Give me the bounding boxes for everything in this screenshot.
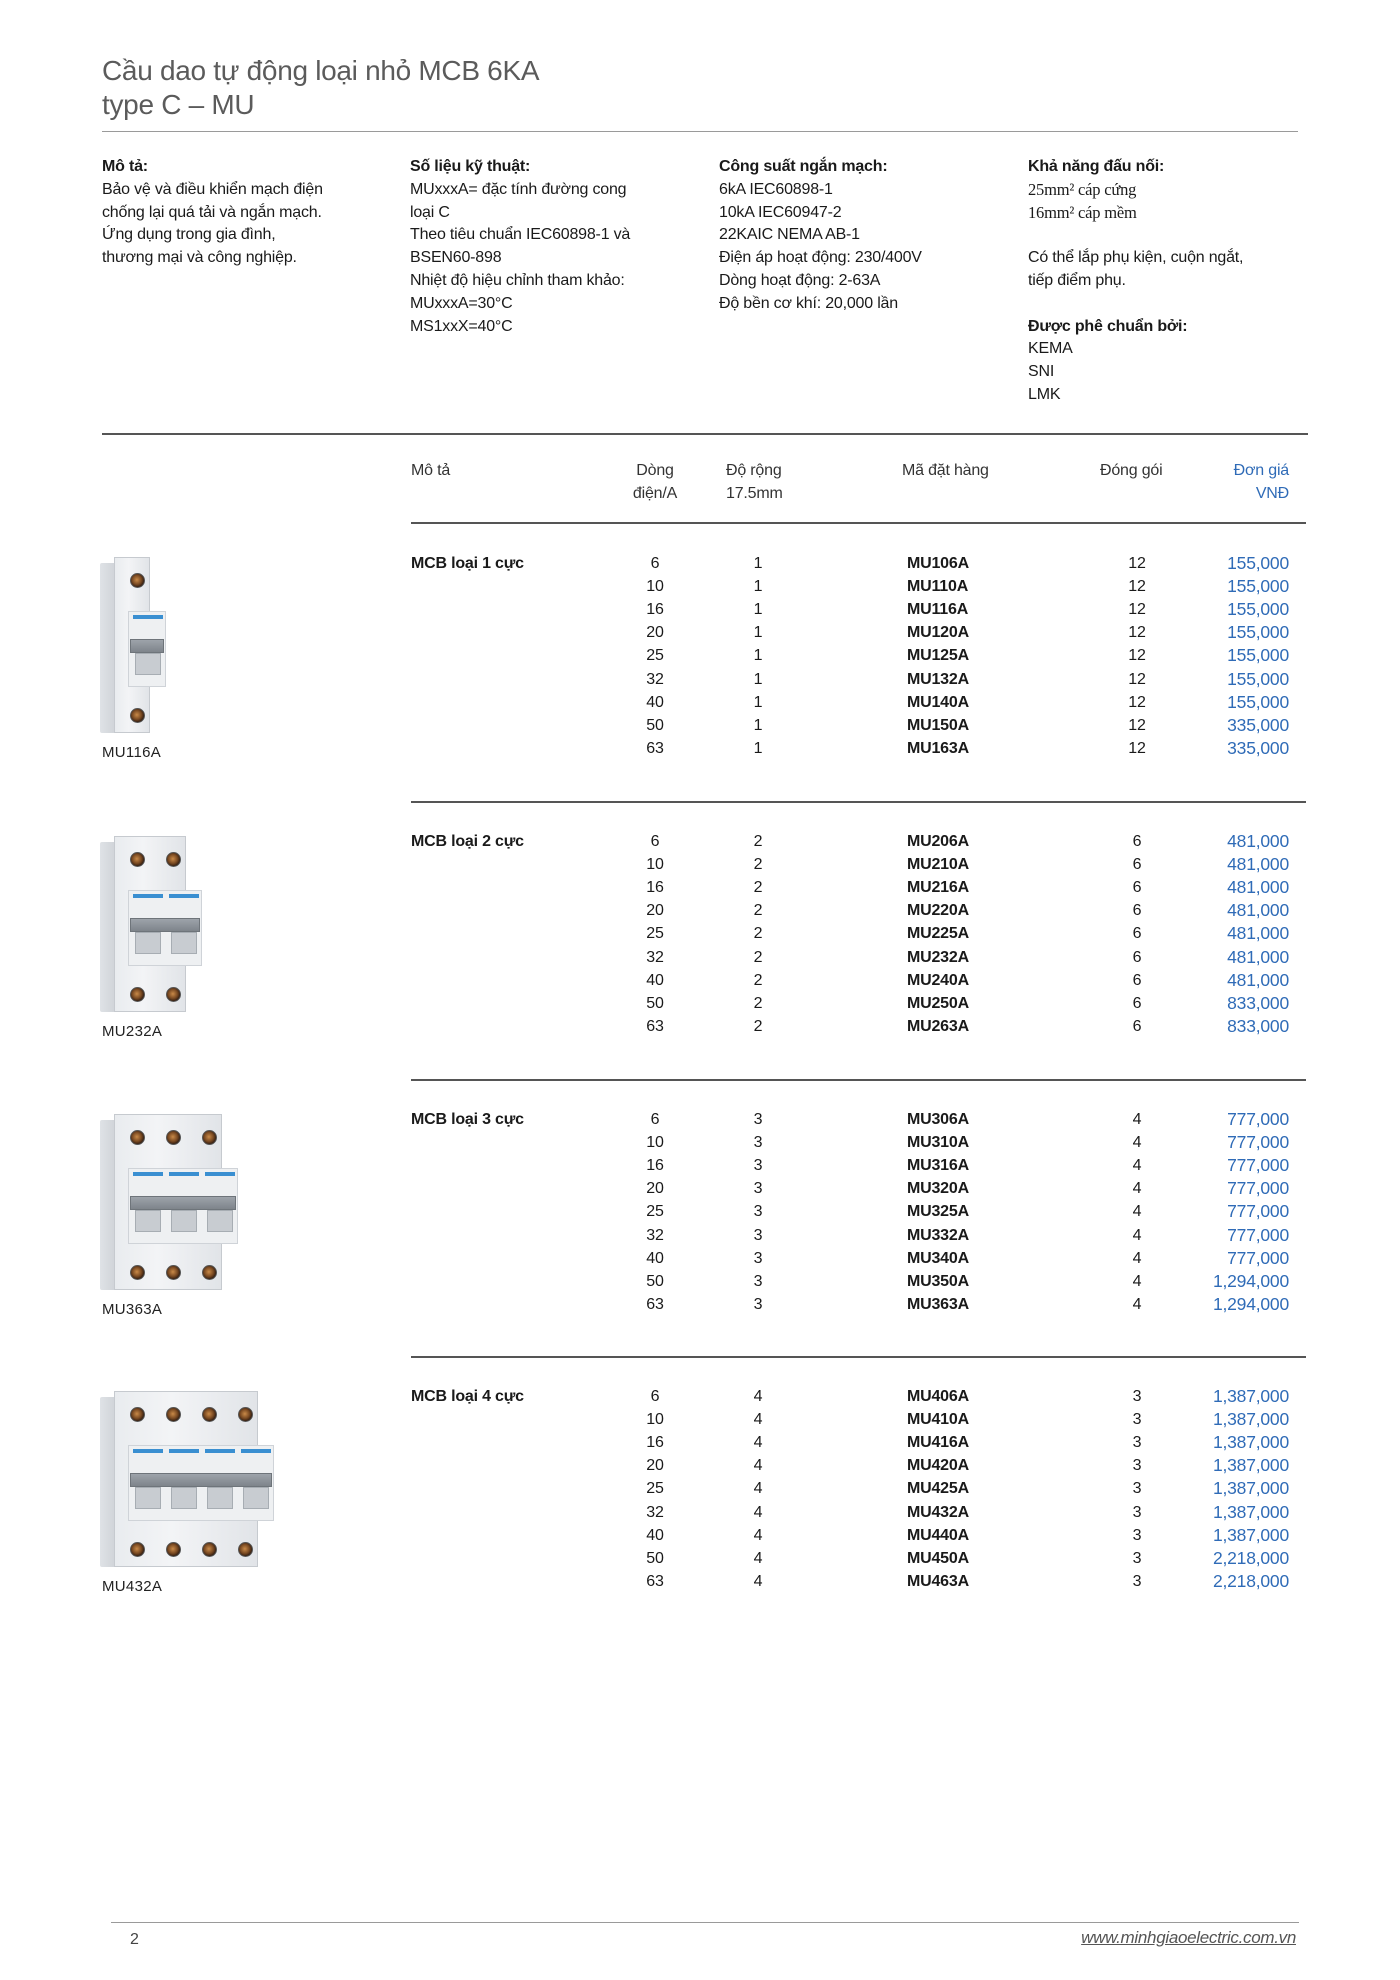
current-cell: 50 [646,716,664,734]
table-row [0,1200,1400,1223]
table-row [0,969,1400,992]
spec-line: 22KAIC NEMA AB-1 [719,226,860,244]
website-link[interactable]: www.minhgiaoelectric.com.vn [1081,1928,1296,1947]
order-code-cell: MU225A [907,925,969,943]
price-cell: 155,000 [1227,622,1289,643]
spec-line: Độ bền cơ khí: 20,000 lần [719,294,898,312]
header-price-1: Đơn giá [1233,462,1289,479]
order-code-cell: MU216A [907,879,969,897]
table-row [0,1501,1400,1524]
spec-line: tiếp điểm phụ. [1028,271,1126,289]
width-cell: 2 [753,856,763,874]
packing-cell: 3 [1132,1388,1142,1405]
current-cell: 16 [646,1434,664,1452]
table-row [0,644,1400,667]
price-cell: 335,000 [1227,714,1289,735]
width-cell: 1 [753,693,763,711]
order-code-cell: MU232A [907,948,969,966]
spec-line: chống lại quá tải và ngắn mạch. [102,203,322,221]
packing-cell: 3 [1132,1549,1142,1567]
order-code-cell: MU463A [907,1572,969,1590]
order-code-cell: MU106A [907,555,969,572]
current-cell: 63 [646,1017,664,1035]
current-cell: 6 [650,833,660,850]
order-code-cell: MU120A [907,624,969,642]
title-line-2: type C – MU [102,89,255,120]
order-code-cell: MU110A [907,578,969,596]
width-cell: 2 [753,1017,763,1035]
price-cell: 833,000 [1227,1015,1289,1036]
table-row [0,1131,1400,1154]
spec-line: MS1xxX=40°C [410,317,513,335]
header-current-2: điện/A [632,484,678,502]
group-divider [411,1356,1306,1358]
table-row [0,1454,1400,1477]
spec-line: loại C [410,203,450,221]
current-cell: 50 [646,1272,664,1290]
width-cell: 1 [753,716,763,734]
width-cell: 3 [753,1157,763,1175]
spec-heading: Mô tả: [102,158,148,175]
table-row [0,853,1400,876]
footer-divider [111,1922,1299,1923]
packing-cell: 3 [1132,1503,1142,1521]
table-row [0,1177,1400,1200]
width-cell: 1 [753,739,763,757]
approved-heading: Được phê chuẩn bởi: [1028,317,1188,335]
order-code-cell: MU432A [907,1503,969,1521]
group-title: MCB loại 3 cực [411,1111,524,1128]
packing-cell: 12 [1128,624,1146,642]
order-code-cell: MU340A [907,1249,969,1267]
packing-cell: 6 [1132,833,1142,850]
packing-cell: 4 [1132,1203,1142,1221]
spec-line: Ứng dụng trong gia đình, [102,226,276,244]
order-code-cell: MU410A [907,1411,969,1429]
spec-heading: Công suất ngắn mạch: [719,158,888,175]
approver: LMK [1028,385,1061,403]
price-cell: 481,000 [1227,900,1289,921]
table-row [0,598,1400,621]
order-code-cell: MU220A [907,902,969,920]
price-cell: 777,000 [1227,1132,1289,1153]
price-cell: 777,000 [1227,1109,1289,1129]
price-cell: 1,294,000 [1212,1293,1289,1314]
width-cell: 2 [753,902,763,920]
spec-line: 25mm² cáp cứng [1028,179,1137,199]
width-cell: 1 [753,578,763,596]
current-cell: 32 [646,670,664,688]
current-cell: 6 [650,1111,660,1128]
packing-cell: 6 [1132,971,1142,989]
current-cell: 20 [646,1180,664,1198]
spec-connection [1028,156,1318,407]
current-cell: 50 [646,994,664,1012]
packing-cell: 3 [1132,1526,1142,1544]
order-code-cell: MU210A [907,856,969,874]
packing-cell: 12 [1128,601,1146,619]
price-cell: 155,000 [1227,553,1289,573]
current-cell: 63 [646,1572,664,1590]
price-cell: 833,000 [1227,992,1289,1013]
width-cell: 2 [753,833,763,850]
spec-line: thương mại và công nghiệp. [102,249,297,267]
spec-technical [410,156,700,338]
spec-line: Có thể lắp phụ kiện, cuộn ngắt, [1028,249,1244,267]
section-divider [102,433,1308,435]
width-cell: 3 [753,1249,763,1267]
price-cell: 155,000 [1227,645,1289,666]
table-row [0,1154,1400,1177]
price-cell: 481,000 [1227,969,1289,990]
table-row [0,922,1400,945]
order-code-cell: MU163A [907,739,969,757]
price-cell: 155,000 [1227,691,1289,712]
table-row [0,1224,1400,1247]
order-code-cell: MU325A [907,1203,969,1221]
price-cell: 481,000 [1227,946,1289,967]
packing-cell: 3 [1132,1457,1142,1475]
group-divider [411,801,1306,803]
table-row [0,1293,1400,1316]
width-cell: 3 [753,1134,763,1152]
price-cell: 1,387,000 [1212,1524,1289,1545]
spec-heading: Số liệu kỹ thuật: [410,158,531,175]
page-title [102,54,539,122]
current-cell: 10 [646,1134,664,1152]
table-row [0,899,1400,922]
current-cell: 10 [646,856,664,874]
packing-cell: 12 [1128,555,1146,572]
table-row [0,992,1400,1015]
price-cell: 1,387,000 [1212,1386,1289,1406]
packing-cell: 4 [1132,1272,1142,1290]
order-code-cell: MU350A [907,1272,969,1290]
current-cell: 20 [646,902,664,920]
packing-cell: 6 [1132,1017,1142,1035]
price-cell: 777,000 [1227,1178,1289,1199]
packing-cell: 6 [1132,948,1142,966]
current-cell: 63 [646,739,664,757]
current-cell: 40 [646,971,664,989]
current-cell: 25 [646,1203,664,1221]
order-code-cell: MU416A [907,1434,969,1452]
table-row [0,621,1400,644]
header-price-2: VNĐ [1255,484,1289,502]
price-cell: 481,000 [1227,831,1289,851]
packing-cell: 6 [1132,994,1142,1012]
width-cell: 1 [753,670,763,688]
packing-cell: 4 [1132,1134,1142,1152]
price-cell: 1,387,000 [1212,1501,1289,1522]
packing-cell: 12 [1128,670,1146,688]
order-code-cell: MU132A [907,670,969,688]
table-row [0,1385,1400,1408]
table-header [0,460,1400,520]
current-cell: 16 [646,879,664,897]
order-code-cell: MU140A [907,693,969,711]
order-code-cell: MU420A [907,1457,969,1475]
order-code-cell: MU125A [907,647,969,665]
price-cell: 481,000 [1227,923,1289,944]
price-cell: 2,218,000 [1212,1547,1289,1568]
price-cell: 777,000 [1227,1247,1289,1268]
current-cell: 50 [646,1549,664,1567]
width-cell: 3 [753,1180,763,1198]
order-code-cell: MU306A [907,1111,969,1128]
table-row [0,1477,1400,1500]
order-code-cell: MU310A [907,1134,969,1152]
packing-cell: 4 [1132,1295,1142,1313]
title-line-1: Cầu dao tự động loại nhỏ MCB 6KA [102,55,540,86]
order-code-cell: MU425A [907,1480,969,1498]
packing-cell: 4 [1132,1111,1142,1128]
table-row [0,830,1400,853]
order-code-cell: MU206A [907,833,969,850]
approver: SNI [1028,363,1055,381]
header-order-code: Mã đặt hàng [902,462,989,479]
packing-cell: 12 [1128,647,1146,665]
header-current-1: Dòng [636,462,674,479]
group-divider [411,1079,1306,1081]
current-cell: 32 [646,1226,664,1244]
spec-heading: Khả năng đấu nối: [1028,158,1165,175]
order-code-cell: MU363A [907,1295,969,1313]
price-cell: 2,218,000 [1212,1570,1289,1591]
price-cell: 155,000 [1227,599,1289,620]
current-cell: 40 [646,1249,664,1267]
spec-line: MUxxxA= đặc tính đường cong [410,180,627,198]
page-number: 2 [130,1931,139,1948]
width-cell: 1 [753,601,763,619]
price-cell: 481,000 [1227,854,1289,875]
price-cell: 1,387,000 [1212,1455,1289,1476]
packing-cell: 3 [1132,1434,1142,1452]
width-cell: 3 [753,1295,763,1313]
packing-cell: 6 [1132,925,1142,943]
current-cell: 20 [646,624,664,642]
spec-line: Điện áp hoạt động: 230/400V [719,249,922,267]
table-row [0,946,1400,969]
current-cell: 16 [646,1157,664,1175]
order-code-cell: MU250A [907,994,969,1012]
width-cell: 4 [753,1457,763,1475]
width-cell: 3 [753,1272,763,1290]
title-divider [102,131,1298,132]
table-row [0,737,1400,760]
width-cell: 2 [753,879,763,897]
spec-line: MUxxxA=30°C [410,294,513,312]
width-cell: 4 [753,1503,763,1521]
spec-line: BSEN60-898 [410,249,502,267]
table-row [0,575,1400,598]
group-title: MCB loại 1 cực [411,555,524,572]
order-code-cell: MU406A [907,1388,969,1405]
current-cell: 32 [646,948,664,966]
current-cell: 10 [646,1411,664,1429]
table-row [0,1108,1400,1131]
packing-cell: 4 [1132,1226,1142,1244]
width-cell: 4 [753,1411,763,1429]
packing-cell: 12 [1128,716,1146,734]
spec-line: 10kA IEC60947-2 [719,203,842,221]
packing-cell: 3 [1132,1572,1142,1590]
width-cell: 4 [753,1388,763,1405]
packing-cell: 6 [1132,902,1142,920]
table-row [0,714,1400,737]
table-row [0,552,1400,575]
spec-line: 16mm² cáp mềm [1028,202,1137,222]
spec-description [102,156,392,270]
packing-cell: 6 [1132,856,1142,874]
width-cell: 4 [753,1572,763,1590]
table-row [0,1431,1400,1454]
current-cell: 10 [646,578,664,596]
current-cell: 20 [646,1457,664,1475]
packing-cell: 12 [1128,578,1146,596]
price-cell: 777,000 [1227,1201,1289,1222]
width-cell: 2 [753,925,763,943]
width-cell: 2 [753,971,763,989]
price-cell: 155,000 [1227,668,1289,689]
width-cell: 1 [753,555,763,572]
packing-cell: 4 [1132,1180,1142,1198]
width-cell: 3 [753,1203,763,1221]
packing-cell: 12 [1128,739,1146,757]
order-code-cell: MU316A [907,1157,969,1175]
header-divider [411,522,1306,524]
price-cell: 155,000 [1227,576,1289,597]
order-code-cell: MU263A [907,1017,969,1035]
table-row [0,876,1400,899]
spec-line: Nhiệt độ hiệu chỉnh tham khảo: [410,271,625,289]
table-row [0,1270,1400,1293]
order-code-cell: MU450A [907,1549,969,1567]
current-cell: 63 [646,1295,664,1313]
price-cell: 1,387,000 [1212,1409,1289,1430]
spec-line: Theo tiêu chuẩn IEC60898-1 và [410,226,631,244]
group-title: MCB loại 2 cực [411,833,524,850]
current-cell: 6 [650,555,660,572]
table-row [0,1547,1400,1570]
price-cell: 1,294,000 [1212,1270,1289,1291]
approver: KEMA [1028,340,1073,358]
table-row [0,1524,1400,1547]
width-cell: 1 [753,647,763,665]
width-cell: 4 [753,1434,763,1452]
current-cell: 32 [646,1503,664,1521]
current-cell: 6 [650,1388,660,1405]
price-cell: 1,387,000 [1212,1478,1289,1499]
price-cell: 481,000 [1227,877,1289,898]
product-image-label: MU432A [102,1578,163,1595]
current-cell: 40 [646,693,664,711]
order-code-cell: MU240A [907,971,969,989]
table-row [0,1570,1400,1593]
width-cell: 3 [753,1111,763,1128]
table-row [0,1247,1400,1270]
table-row [0,668,1400,691]
spec-line: 6kA IEC60898-1 [719,180,833,198]
spec-breaking-capacity [719,156,1009,316]
price-cell: 777,000 [1227,1155,1289,1176]
current-cell: 16 [646,601,664,619]
order-code-cell: MU116A [907,601,969,619]
order-code-cell: MU440A [907,1526,969,1544]
packing-cell: 3 [1132,1411,1142,1429]
price-cell: 777,000 [1227,1224,1289,1245]
width-cell: 2 [753,994,763,1012]
group-title: MCB loại 4 cực [411,1388,524,1405]
price-cell: 1,387,000 [1212,1432,1289,1453]
table-row [0,1015,1400,1038]
packing-cell: 6 [1132,879,1142,897]
product-image-label: MU116A [102,744,162,761]
header-width-2: 17.5mm [726,484,783,502]
width-cell: 3 [753,1226,763,1244]
current-cell: 25 [646,1480,664,1498]
width-cell: 2 [753,948,763,966]
spec-line: Dòng hoạt động: 2-63A [719,271,881,289]
packing-cell: 4 [1132,1249,1142,1267]
width-cell: 4 [753,1480,763,1498]
current-cell: 25 [646,647,664,665]
price-cell: 335,000 [1227,737,1289,758]
table-row [0,691,1400,714]
packing-cell: 12 [1128,693,1146,711]
order-code-cell: MU332A [907,1226,969,1244]
product-image-label: MU363A [102,1301,163,1318]
header-packing: Đóng gói [1100,462,1163,479]
order-code-cell: MU150A [907,716,969,734]
spec-line: Bảo vệ và điều khiển mạch điện [102,180,323,198]
packing-cell: 3 [1132,1480,1142,1498]
width-cell: 4 [753,1549,763,1567]
current-cell: 25 [646,925,664,943]
order-code-cell: MU320A [907,1180,969,1198]
header-width-1: Độ rộng [726,462,782,479]
table-row [0,1408,1400,1431]
width-cell: 1 [753,624,763,642]
product-image-label: MU232A [102,1023,163,1040]
current-cell: 40 [646,1526,664,1544]
header-description: Mô tả [411,462,451,479]
width-cell: 4 [753,1526,763,1544]
packing-cell: 4 [1132,1157,1142,1175]
